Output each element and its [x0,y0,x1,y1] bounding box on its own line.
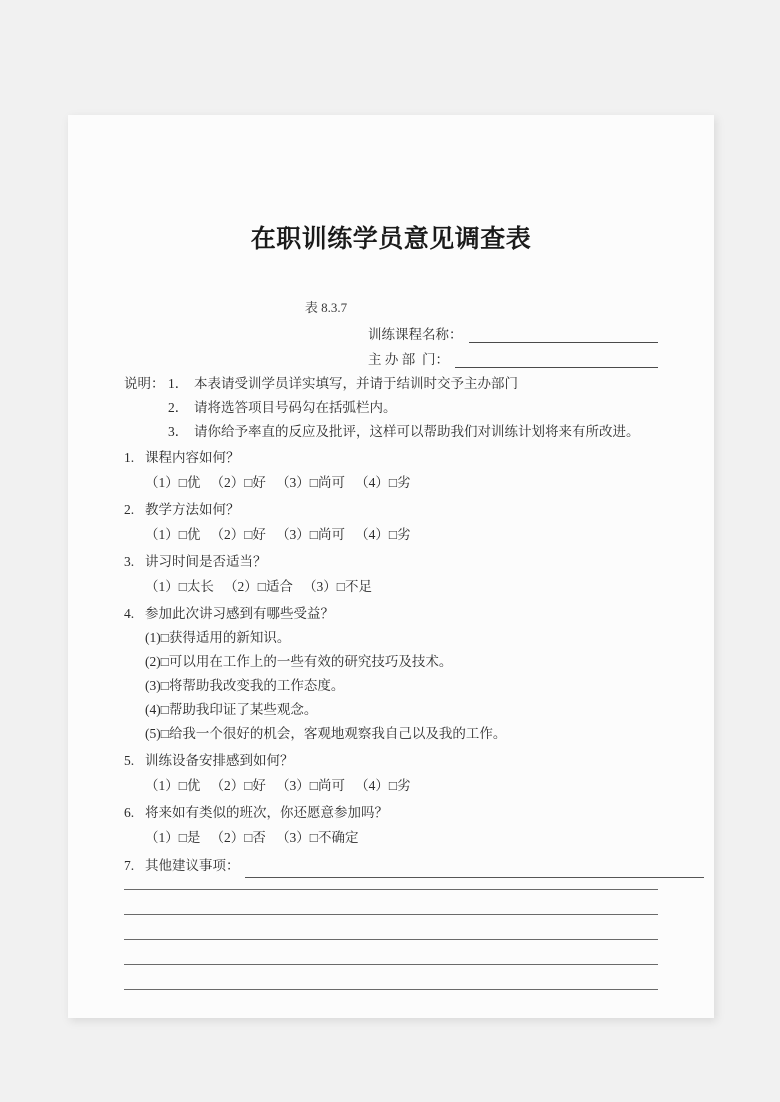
question-4-option-5[interactable]: (5)□给我一个很好的机会，客观地观察我自己以及我的工作。 [145,726,507,741]
question-7-number: 7. [124,858,135,873]
question-2-title [124,497,704,522]
question-6-options [124,825,704,850]
instruction-number: 1． [168,376,189,391]
question-7-text: 其他建议事项： [145,858,240,873]
question-2-number: 2. [124,502,135,517]
question-5 [124,748,704,798]
question-1 [124,445,704,495]
question-4-text: 参加此次讲习感到有哪些受益？ [145,606,334,621]
question-1-options [124,470,704,495]
field-department-input[interactable] [455,352,658,368]
instruction-item [124,373,704,394]
question-2-option-2[interactable]: （2）□好 [210,527,266,542]
question-6-option-2[interactable]: （2）□否 [210,830,266,845]
question-2-option-3[interactable]: （3）□尚可 [276,527,345,542]
field-department[interactable] [368,346,658,368]
page-title: 在职训练学员意见调查表 [250,225,532,253]
question-5-option-4[interactable]: （4）□劣 [355,778,411,793]
question-3-number: 3. [124,554,135,569]
question-1-option-2[interactable]: （2）□好 [210,475,266,490]
instruction-text: 本表请受训学员详实填写，并请于结训时交予主办部门 [194,376,518,391]
question-6 [124,800,704,850]
field-course-name-label: 训练课程名称： [368,327,463,342]
question-3-option-3[interactable]: （3）□不足 [303,579,372,594]
instruction-item [124,397,704,418]
instruction-number: 3． [168,424,189,439]
question-3-title [124,549,704,574]
question-6-title [124,800,704,825]
instructions-heading: 说明： [124,376,165,391]
question-6-text: 将来如有类似的班次，你还愿意参加吗？ [145,805,388,820]
question-list [124,445,704,878]
write-line[interactable] [124,965,658,990]
question-4-option-1[interactable]: (1)□获得适用的新知识。 [145,630,291,645]
write-line[interactable] [124,940,658,965]
instruction-text: 请将选答项目号码勾在括弧栏内。 [194,400,397,415]
write-line[interactable] [124,865,658,890]
question-2-option-4[interactable]: （4）□劣 [355,527,411,542]
question-3-option-2[interactable]: （2）□适合 [224,579,293,594]
question-1-title [124,445,704,470]
field-course-name-input[interactable] [469,327,659,343]
instruction-text: 请你给予率直的反应及批评，这样可以帮助我们对训练计划将来有所改进。 [194,424,640,439]
question-1-option-4[interactable]: （4）□劣 [355,475,411,490]
field-course-name[interactable] [368,321,658,343]
question-1-number: 1. [124,450,135,465]
question-1-option-1[interactable]: （1）□优 [145,475,201,490]
document-page [68,115,714,1018]
instruction-number: 2． [168,400,189,415]
question-2 [124,497,704,547]
question-5-option-3[interactable]: （3）□尚可 [276,778,345,793]
question-1-option-3[interactable]: （3）□尚可 [276,475,345,490]
instructions-block [124,373,704,445]
question-2-options [124,522,704,547]
question-6-number: 6. [124,805,135,820]
question-5-title [124,748,704,773]
question-6-option-3[interactable]: （3）□不确定 [276,830,359,845]
write-line[interactable] [124,890,658,915]
question-3-options [124,574,704,599]
question-5-option-1[interactable]: （1）□优 [145,778,201,793]
question-2-text: 教学方法如何？ [145,502,240,517]
question-3-option-1[interactable]: （1）□太长 [145,579,214,594]
question-3-text: 讲习时间是否适当？ [145,554,267,569]
field-department-label: 主 办 部 门： [368,352,449,367]
question-5-options [124,773,704,798]
question-4-option-3[interactable]: (3)□将帮助我改变我的工作态度。 [145,678,345,693]
question-2-option-1[interactable]: （1）□优 [145,527,201,542]
table-number: 表 8.3.7 [304,300,348,315]
question-4 [124,601,704,746]
instruction-item [124,421,704,442]
question-5-text: 训练设备安排感到如何？ [145,753,294,768]
free-response-lines [124,865,658,990]
question-5-option-2[interactable]: （2）□好 [210,778,266,793]
question-4-title [124,601,704,626]
question-5-number: 5. [124,753,135,768]
question-4-option-4[interactable]: (4)□帮助我印证了某些观念。 [145,702,318,717]
question-3 [124,549,704,599]
question-4-options [124,626,704,746]
question-4-option-2[interactable]: (2)□可以用在工作上的一些有效的研究技巧及技术。 [145,654,453,669]
header-field-group [368,321,658,371]
question-1-text: 课程内容如何？ [145,450,240,465]
question-6-option-1[interactable]: （1）□是 [145,830,201,845]
page-content [68,115,714,1018]
question-4-number: 4. [124,606,135,621]
write-line[interactable] [124,915,658,940]
